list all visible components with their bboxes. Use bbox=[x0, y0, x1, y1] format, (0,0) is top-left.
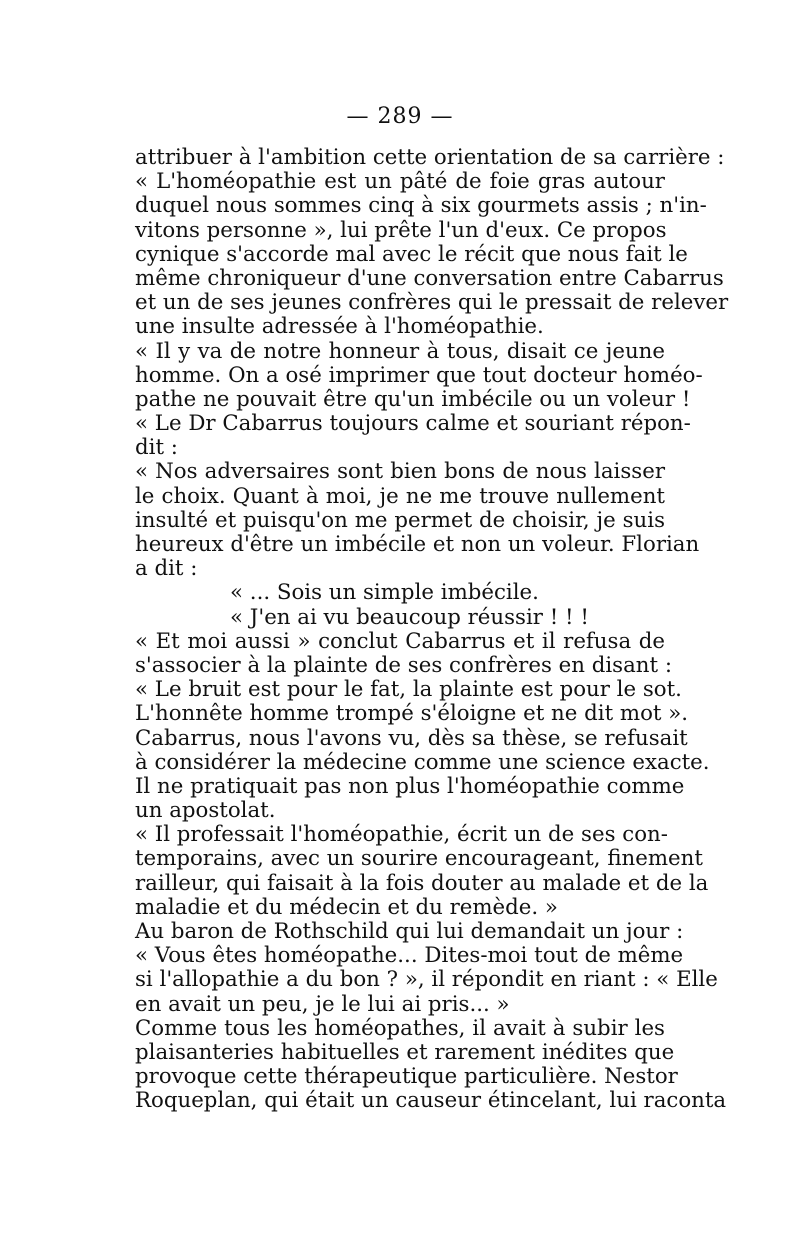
text-line: cynique s'accorde mal avec le récit que nous fait le bbox=[135, 241, 688, 267]
text-line: si l'allopathie a du bon ? », il répondit en riant : « Elle bbox=[135, 967, 718, 993]
text-line: a dit : bbox=[135, 556, 198, 582]
text-line: heureux d'être un imbécile et non un voleur. Florian bbox=[135, 532, 700, 557]
text-line: « Le bruit est pour le fat, la plainte est pour le sot. bbox=[135, 677, 682, 703]
text-line: Comme tous les homéopathes, il avait à subir les bbox=[135, 1015, 665, 1041]
text-line: Roqueplan, qui était un causeur étincelant, lui raconta bbox=[135, 1088, 727, 1114]
page-number: — 289 — bbox=[346, 104, 454, 129]
text-line: « Le Dr Cabarrus toujours calme et souriant répon- bbox=[135, 411, 691, 437]
quote-verse-line: « J'en ai vu beaucoup réussir ! ! ! bbox=[230, 604, 589, 630]
text-line: homme. On a osé imprimer que tout docteur homéo- bbox=[135, 362, 703, 388]
text-line: L'honnête homme trompé s'éloigne et ne dit mot ». bbox=[135, 701, 689, 727]
text-line: un apostolat. bbox=[135, 798, 276, 824]
text-line: une insulte adressée à l'homéopathie. bbox=[135, 314, 544, 340]
quote-verse-line: « ... Sois un simple imbécile. bbox=[230, 580, 539, 606]
text-line: en avait un peu, je le lui ai pris... » bbox=[135, 991, 510, 1017]
text-line: « Nos adversaires sont bien bons de nous laisser bbox=[135, 459, 665, 485]
text-line: pathe ne pouvait être qu'un imbécile ou un voleur ! bbox=[135, 386, 691, 412]
text-line: « L'homéopathie est un pâté de foie gras autour bbox=[135, 169, 665, 195]
text-line: railleur, qui faisait à la fois douter au malade et de la bbox=[135, 870, 709, 896]
body-text bbox=[135, 145, 729, 1114]
text-line: dit : bbox=[135, 435, 178, 461]
text-line: attribuer à l'ambition cette orientation de sa carrière : bbox=[135, 145, 725, 170]
text-line: s'associer à la plainte de ses confrères en disant : bbox=[135, 652, 673, 678]
text-line: « Vous êtes homéopathe... Dites-moi tout de même bbox=[135, 943, 684, 969]
text-line: temporains, avec un sourire encourageant, finement bbox=[135, 846, 703, 872]
text-line: Cabarrus, nous l'avons vu, dès sa thèse, se refusait bbox=[135, 725, 688, 751]
text-line: plaisanteries habituelles et rarement inédites que bbox=[135, 1039, 675, 1065]
text-line: maladie et du médecin et du remède. » bbox=[135, 894, 558, 920]
text-line: vitons personne », lui prête l'un d'eux. Ce propos bbox=[135, 217, 667, 243]
text-line: « Et moi aussi » conclut Cabarrus et il refusa de bbox=[135, 628, 665, 654]
text-line: le choix. Quant à moi, je ne me trouve nullement bbox=[135, 483, 665, 509]
text-line: et un de ses jeunes confrères qui le pressait de relever bbox=[135, 290, 729, 316]
text-line: Au baron de Rothschild qui lui demandait un jour : bbox=[135, 919, 684, 944]
text-line: provoque cette thérapeutique particulière. Nestor bbox=[135, 1064, 678, 1090]
text-line: duquel nous sommes cinq à six gourmets assis ; n'in- bbox=[135, 193, 707, 219]
text-line: même chroniqueur d'une conversation entre Cabarrus bbox=[135, 265, 724, 291]
text-line: Il ne pratiquait pas non plus l'homéopathie comme bbox=[135, 773, 685, 799]
text-line: à considérer la médecine comme une science exacte. bbox=[135, 749, 710, 775]
text-line: insulté et puisqu'on me permet de choisir, je suis bbox=[135, 507, 665, 533]
text-line: « Il y va de notre honneur à tous, disait ce jeune bbox=[135, 338, 665, 364]
text-line: « Il professait l'homéopathie, écrit un de ses con- bbox=[135, 822, 668, 848]
